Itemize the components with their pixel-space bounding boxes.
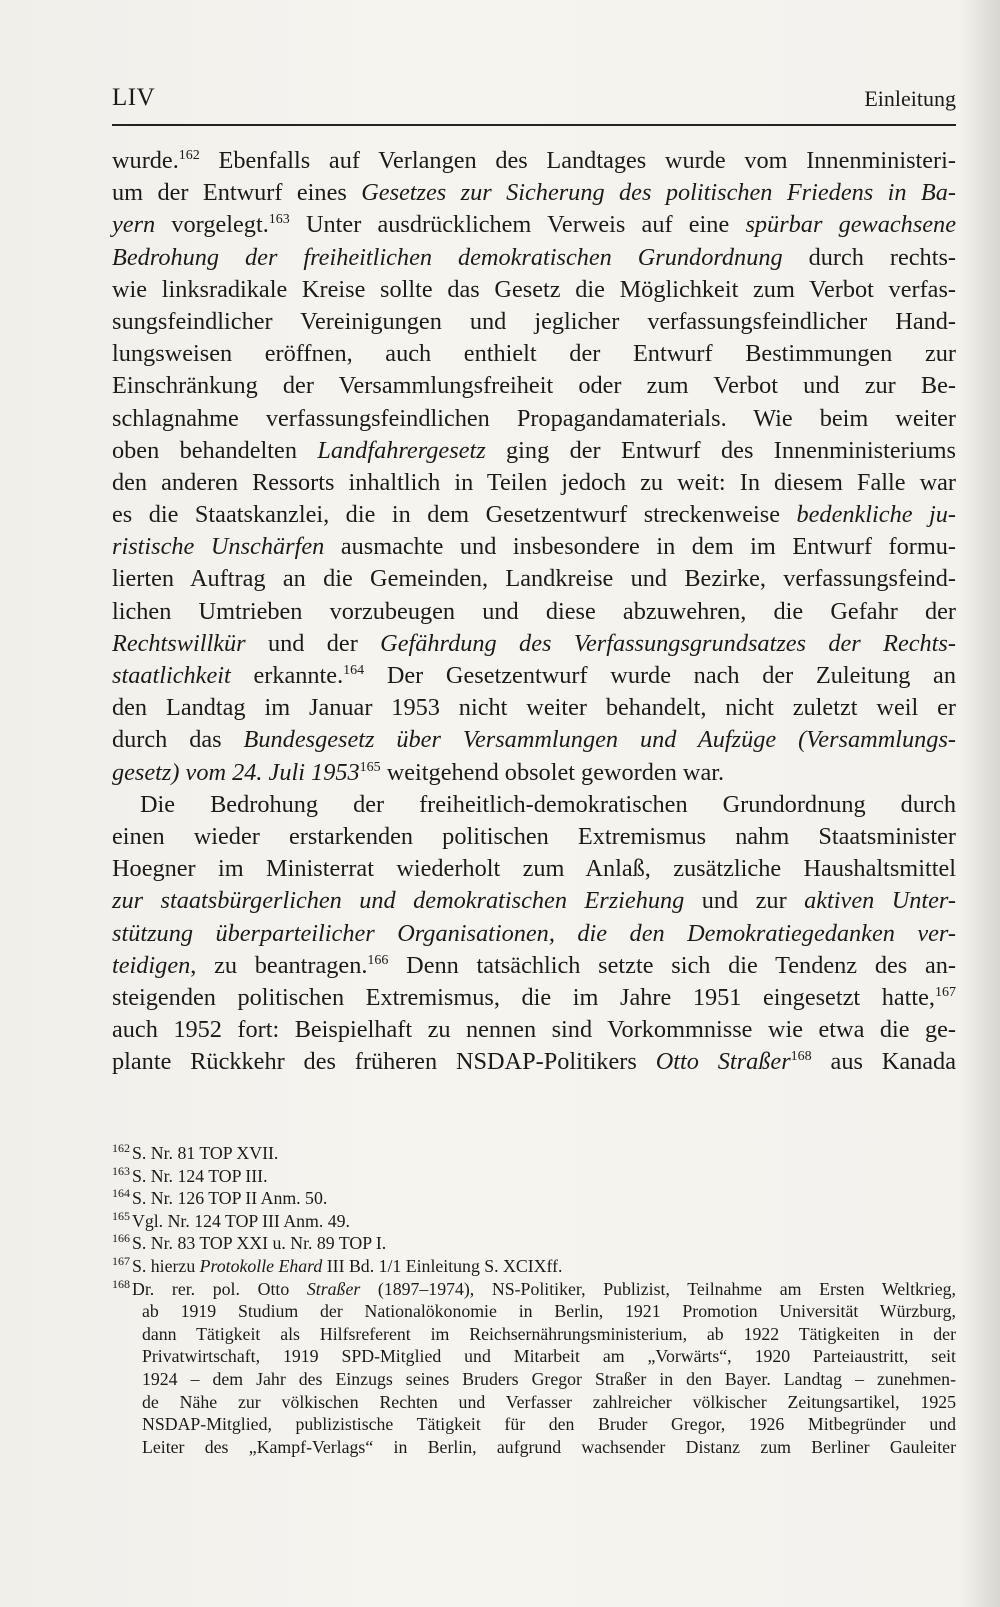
footnote-ref[interactable]: 162: [178, 147, 200, 163]
text-line: einen wieder erstarkenden politischen Extremismus nahm Staatsminister: [112, 822, 956, 850]
text-line: den anderen Ressorts inhaltlich in Teilen jedoch zu weit: In diesem Falle war: [112, 468, 956, 496]
text-line: den Landtag im Januar 1953 nicht weiter behandelt, nicht zuletzt weil er: [112, 694, 956, 722]
footnote-ref[interactable]: 165: [359, 759, 381, 775]
footnote: $^{168}$ Dr. rer. pol. Otto Straßer (1897–1974), NS-Politiker, Publizist, Teilnahme am Ersten Weltkrieg,: [112, 1276, 956, 1299]
text-line: yern vorgelegt.$^{163}$ Unter ausdrücklichem Verweis auf eine spürbar gewachsene: [112, 211, 956, 239]
main-text: [112, 145, 956, 1078]
header-rule: [112, 124, 956, 126]
footnote-line: 1924 – dem Jahr des Einzugs seines Bruders Gregor Straßer in den Bayer. Landtag – zunehmen-: [142, 1368, 956, 1389]
footnote-ref[interactable]: 164: [343, 662, 365, 678]
text-line: zur staatsbürgerlichen und demokratischen Erziehung und zur aktiven Unter-: [112, 887, 956, 915]
text-line: wie linksradikale Kreise sollte das Gesetz die Möglichkeit zum Verbot verfas-: [112, 275, 956, 303]
footnote: $^{166}$ S. Nr. 83 TOP XXI u. Nr. 89 TOP I.: [112, 1231, 387, 1254]
page-header: [112, 84, 956, 114]
text-line: teidigen, zu beantragen.$^{166}$ Denn tatsächlich setzte sich die Tendenz des an-: [112, 951, 956, 979]
footnote-line: Leiter des „Kampf-Verlags“ in Berlin, aufgrund wachsender Distanz zum Berliner Gauleiter: [142, 1436, 956, 1457]
text-line: wurde.$^{162}$ Ebenfalls auf Verlangen des Landtages wurde vom Innenministeri-: [112, 147, 956, 174]
footnote-ref[interactable]: 163: [268, 212, 290, 228]
text-line: lichen Umtrieben vorzubeugen und diese abzuwehren, die Gefahr der: [112, 597, 956, 625]
text-line: schlagnahme verfassungsfeindlichen Propagandamaterials. Wie beim weiter: [112, 404, 956, 432]
footnote: $^{162}$ S. Nr. 81 TOP XVII.: [112, 1141, 279, 1163]
footnote: $^{167}$ S. hierzu Protokolle Ehard III Bd. 1/1 Einleitung S. XCIXff.: [112, 1254, 563, 1276]
page-number: LIV: [112, 84, 156, 111]
footnote-line: dann Tätigkeit als Hilfsreferent im Reichsernährungsministerium, ab 1922 Tätigkeiten in der: [142, 1323, 956, 1344]
text-line: es die Staatskanzlei, die in dem Gesetzentwurf streckenweise bedenkliche ju-: [112, 501, 956, 529]
text-line: durch das Bundesgesetz über Versammlungen und Aufzüge (Versammlungs-: [112, 726, 956, 754]
text-line: sungsfeindlicher Vereinigungen und jeglicher verfassungsfeindlicher Hand-: [112, 307, 956, 335]
text-line: Bedrohung der freiheitlichen demokratischen Grundordnung durch rechts-: [112, 243, 956, 271]
running-title: Einleitung: [864, 86, 956, 111]
footnote-ref[interactable]: 167: [935, 984, 956, 1000]
text-line: Hoegner im Ministerrat wiederholt zum Anlaß, zusätzliche Haushaltsmittel: [112, 855, 956, 883]
text-line: auch 1952 fort: Beispielhaft zu nennen sind Vorkommnisse wie etwa die ge-: [112, 1016, 956, 1044]
text-line: Einschränkung der Versammlungsfreiheit oder zum Verbot und zur Be-: [112, 372, 956, 400]
text-line: steigenden politischen Extremismus, die im Jahre 1951 eingesetzt hatte,$^{167}$: [112, 983, 956, 1011]
text-line: lungsweisen eröffnen, auch enthielt der Entwurf Bestimmungen zur: [112, 340, 956, 368]
footnote-ref[interactable]: 168: [790, 1049, 812, 1065]
text-line: um der Entwurf eines Gesetzes zur Sicherung des politischen Friedens in Ba-: [112, 179, 956, 207]
footnotes: [112, 1142, 956, 1458]
footnote-line: Privatwirtschaft, 1919 SPD-Mitglied und Mitarbeit am „Vorwärts“, 1920 Parteiaustritt, seit: [142, 1346, 956, 1367]
text-line: Rechtswillkür und der Gefährdung des Verfassungsgrundsatzes der Rechts-: [112, 629, 956, 657]
text-line: lierten Auftrag an die Gemeinden, Landkreise und Bezirke, verfassungsfeind-: [112, 565, 956, 593]
footnote-line: de Nähe zur völkischen Rechten und Verfasser zahlreicher völkischer Zeitungsartikel, 1925: [142, 1391, 956, 1412]
footnote: $^{164}$ S. Nr. 126 TOP II Anm. 50.: [112, 1186, 328, 1209]
text-line: ristische Unschärfen ausmachte und insbesondere in dem im Entwurf formu-: [112, 533, 957, 561]
text-line: oben behandelten Landfahrergesetz ging der Entwurf des Innenministeriums: [112, 436, 956, 464]
footnote-line: ab 1919 Studium der Nationalökonomie in Berlin, 1921 Promotion Universität Würzburg,: [142, 1301, 956, 1322]
text-line: stützung überparteilicher Organisationen, die den Demokratiegedanken ver-: [112, 919, 956, 947]
footnote-line: NSDAP-Mitglied, publizistische Tätigkeit für den Bruder Gregor, 1926 Mitbegründer und: [142, 1414, 956, 1435]
footnote: $^{163}$ S. Nr. 124 TOP III.: [112, 1163, 268, 1186]
footnote: $^{165}$ Vgl. Nr. 124 TOP III Anm. 49.: [112, 1208, 350, 1231]
text-line: staatlichkeit erkannte.$^{164}$ Der Gesetzentwurf wurde nach der Zuleitung an: [112, 662, 956, 689]
text-line: Die Bedrohung der freiheitlich-demokratischen Grundordnung durch: [140, 790, 956, 818]
footnote-ref[interactable]: 166: [367, 952, 389, 968]
text-line: plante Rückkehr des früheren NSDAP-Politikers Otto Straßer$^{168}$ aus Kanada: [112, 1048, 956, 1076]
text-line: gesetz) vom 24. Juli 1953$^{165}$ weitgehend obsolet geworden war.: [112, 758, 725, 786]
